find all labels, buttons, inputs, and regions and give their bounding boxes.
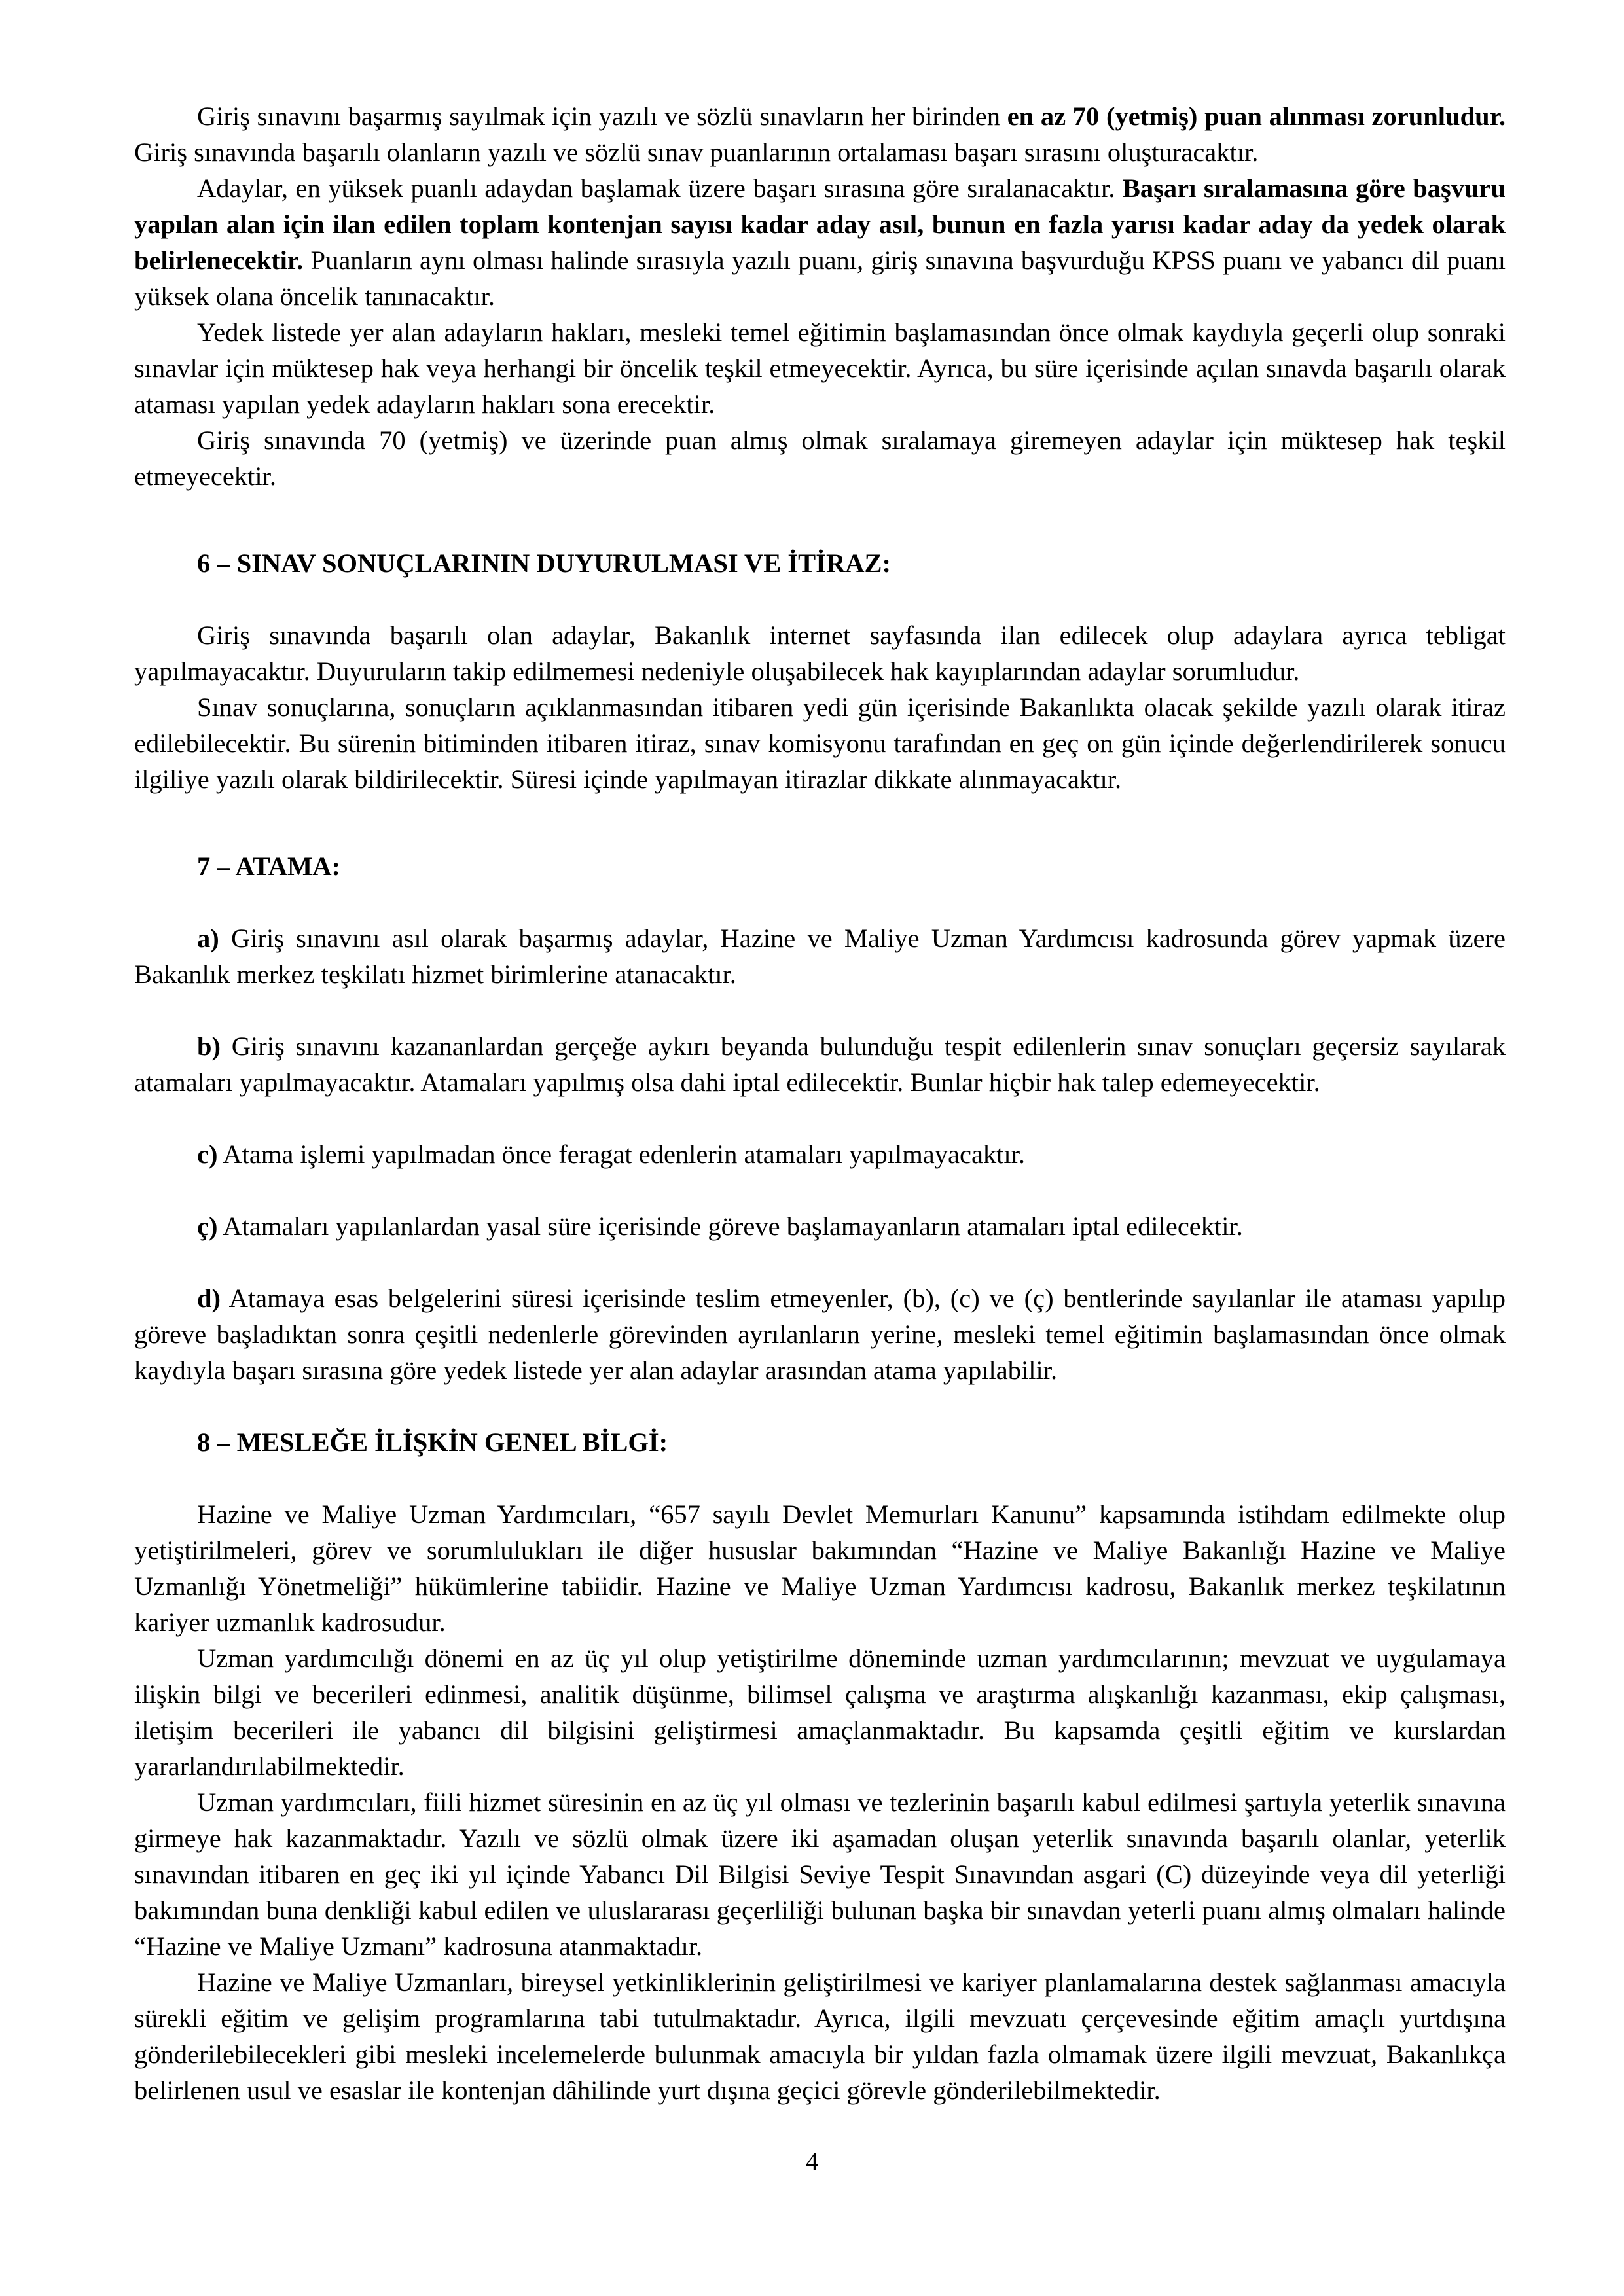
paragraph-bold-emphasis: en az 70 (yetmiş) puan alınması zorunludur. (1007, 101, 1506, 131)
paragraph-item-c (134, 1136, 1506, 1172)
paragraph-text-lead: Giriş sınavını başarmış sayılmak için yazılı ve sözlü sınavların her birinden (197, 101, 1007, 131)
list-label-a: a) (197, 924, 219, 953)
paragraph-minimum-score (134, 98, 1506, 170)
page-content (134, 98, 1506, 2108)
paragraph-text-rest: Giriş sınavında başarılı olanların yazılı ve sözlü sınav puanlarının ortalaması başarı sırasını oluşturacaktır. (134, 137, 1259, 167)
paragraph-text: Atama işlemi yapılmadan önce feragat edenlerin atamaları yapılmayacaktır. (217, 1139, 1026, 1169)
list-label-c: c) (197, 1139, 218, 1169)
list-label-b: b) (197, 1031, 221, 1061)
paragraph-item-c-cedilla (134, 1208, 1506, 1244)
heading-section-7: 7 – ATAMA: (197, 852, 340, 881)
heading-section-8: 8 – MESLEĞE İLİŞKİN GENEL BİLGİ: (197, 1427, 668, 1457)
paragraph-proficiency-exam: Uzman yardımcıları, fiili hizmet süresinin en az üç yıl olması ve tezlerinin başarılı kabul edilmesi şartıyla yeterlik sınavına girmeye hak kazanmaktadır. Yazılı ve sözlü olmak üzere iki aşamadan oluşan yeterlik sınavında başarılı olanlar, yeterlik sınavından itibaren en geç iki yıl içinde Yabancı Dil Bilgisi Seviye Tespit Sınavından asgari (C) düzeyinde veya dil yeterliği bakımından buna denkliği kabul edilen ve uluslararası geçerliliği bulunan başka bir sınavdan yeterli puanı almış olmaları halinde “Hazine ve Maliye Uzmanı” kadrosuna atanmaktadır. (134, 1787, 1506, 1961)
paragraph-results-announcement: Giriş sınavında başarılı olan adaylar, Bakanlık internet sayfasında ilan edilecek olup adaylara ayrıca tebligat yapılmayacaktır. Duyuruların takip edilmemesi nedeniyle oluşabilecek hak kayıplarından adaylar sorumludur. (134, 620, 1506, 686)
paragraph-assistant-period: Uzman yardımcılığı dönemi en az üç yıl olup yetiştirilme döneminde uzman yardımcılarının; mevzuat ve uygulamaya ilişkin bilgi ve becerileri edinmesi, analitik düşünme, bilimsel çalışma ve araştırma alışkanlığı kazanması, ekip çalışması, iletişim becerileri ile yabancı dil bilgisini geliştirmesi amaçlanmaktadır. Bu kapsamda çeşitli eğitim ve kurslardan yararlandırılabilmektedir. (134, 1643, 1506, 1781)
paragraph-no-vested-right: Giriş sınavında 70 (yetmiş) ve üzerinde puan almış olmak sıralamaya giremeyen adaylar için müktesep hak teşkil etmeyecektir. (134, 425, 1506, 491)
paragraph-text-lead: Adaylar, en yüksek puanlı adaydan başlamak üzere başarı sırasına göre sıralanacaktır. (197, 173, 1123, 203)
page-number: 4 (806, 2148, 818, 2176)
paragraph-bold-emphasis: Başarı sıralamasına göre başvuru yapılan alan için ilan edilen toplam kontenjan sayısı kadar aday asıl, bunun en fazla yarısı kadar aday da yedek olarak belirlenecektir. (134, 173, 1506, 275)
paragraph-reserve-list-rights: Yedek listede yer alan adayların hakları, mesleki temel eğitimin başlamasından önce olmak kaydıyla geçerli olup sonraki sınavlar için müktesep hak veya herhangi bir öncelik teşkil etmeyecektir. Ayrıca, bu süre içerisinde açılan sınavda başarılı olarak ataması yapılan yedek adayların hakları sona erecektir. (134, 317, 1506, 419)
list-label-c-cedilla: ç) (197, 1211, 218, 1241)
list-label-d: d) (197, 1283, 221, 1313)
paragraph-text: Giriş sınavını kazananlardan gerçeğe aykırı beyanda bulunduğu tespit edilenlerin sınav sonuçları geçersiz sayılarak atamaları yapılmayacaktır. Atamaları yapılmış olsa dahi iptal edilecektir. Bunlar hiçbir hak talep edemeyecektir. (134, 1031, 1506, 1097)
heading-section-6: 6 – SINAV SONUÇLARININ DUYURULMASI VE İTİRAZ: (197, 548, 891, 578)
paragraph-item-a (134, 920, 1506, 992)
paragraph-text-rest: Puanların aynı olması halinde sırasıyla yazılı puanı, giriş sınavına başvurduğu KPSS puanı ve yabancı dil puanı yüksek olana öncelik tanınacaktır. (134, 245, 1506, 311)
paragraph-text: Atamaları yapılanlardan yasal süre içerisinde göreve başlamayanların atamaları iptal edilecektir. (217, 1211, 1243, 1241)
paragraph-ranking-rules (134, 170, 1506, 314)
paragraph-training-abroad: Hazine ve Maliye Uzmanları, bireysel yetkinliklerinin geliştirilmesi ve kariyer planlamalarına destek sağlanması amacıyla sürekli eğitim ve gelişim programlarına tabi tutulmaktadır. Ayrıca, ilgili mevzuatı çerçevesinde eğitim amaçlı yurtdışına gönderilebilecekleri gibi mesleki incelemelerde bulunmak amacıyla bir yıldan fazla olmamak üzere ilgili mevzuat, Bakanlıkça belirlenen usul ve esaslar ile kontenjan dâhilinde yurt dışına geçici görevle gönderilebilmektedir. (134, 1967, 1506, 2105)
paragraph-text: Giriş sınavını asıl olarak başarmış adaylar, Hazine ve Maliye Uzman Yardımcısı kadrosunda görev yapmak üzere Bakanlık merkez teşkilatı hizmet birimlerine atanacaktır. (134, 924, 1506, 989)
paragraph-profession-overview: Hazine ve Maliye Uzman Yardımcıları, “657 sayılı Devlet Memurları Kanunu” kapsamında istihdam edilmekte olup yetiştirilmeleri, görev ve sorumlulukları ile diğer hususlar bakımından “Hazine ve Maliye Bakanlığı Hazine ve Maliye Uzmanlığı Yönetmeliği” hükümlerine tabiidir. Hazine ve Maliye Uzman Yardımcısı kadrosu, Bakanlık merkez teşkilatının kariyer uzmanlık kadrosudur. (134, 1499, 1506, 1637)
paragraph-item-b (134, 1028, 1506, 1100)
paragraph-item-d (134, 1280, 1506, 1388)
paragraph-text: Atamaya esas belgelerini süresi içerisinde teslim etmeyenler, (b), (c) ve (ç) bentlerinde sayılanlar ile ataması yapılıp göreve başladıktan sonra çeşitli nedenlerle görevinden ayrılanların yerine, mesleki temel eğitimin başlamasından önce olmak kaydıyla başarı sırasına göre yedek listede yer alan adaylar arasından atama yapılabilir. (134, 1283, 1506, 1385)
paragraph-objection-procedure: Sınav sonuçlarına, sonuçların açıklanmasından itibaren yedi gün içerisinde Bakanlıkta olacak şekilde yazılı olarak itiraz edilebilecektir. Bu sürenin bitiminden itibaren itiraz, sınav komisyonu tarafından en geç on gün içinde değerlendirilerek sonucu ilgiliye yazılı olarak bildirilecektir. Süresi içinde yapılmayan itirazlar dikkate alınmayacaktır. (134, 692, 1506, 794)
